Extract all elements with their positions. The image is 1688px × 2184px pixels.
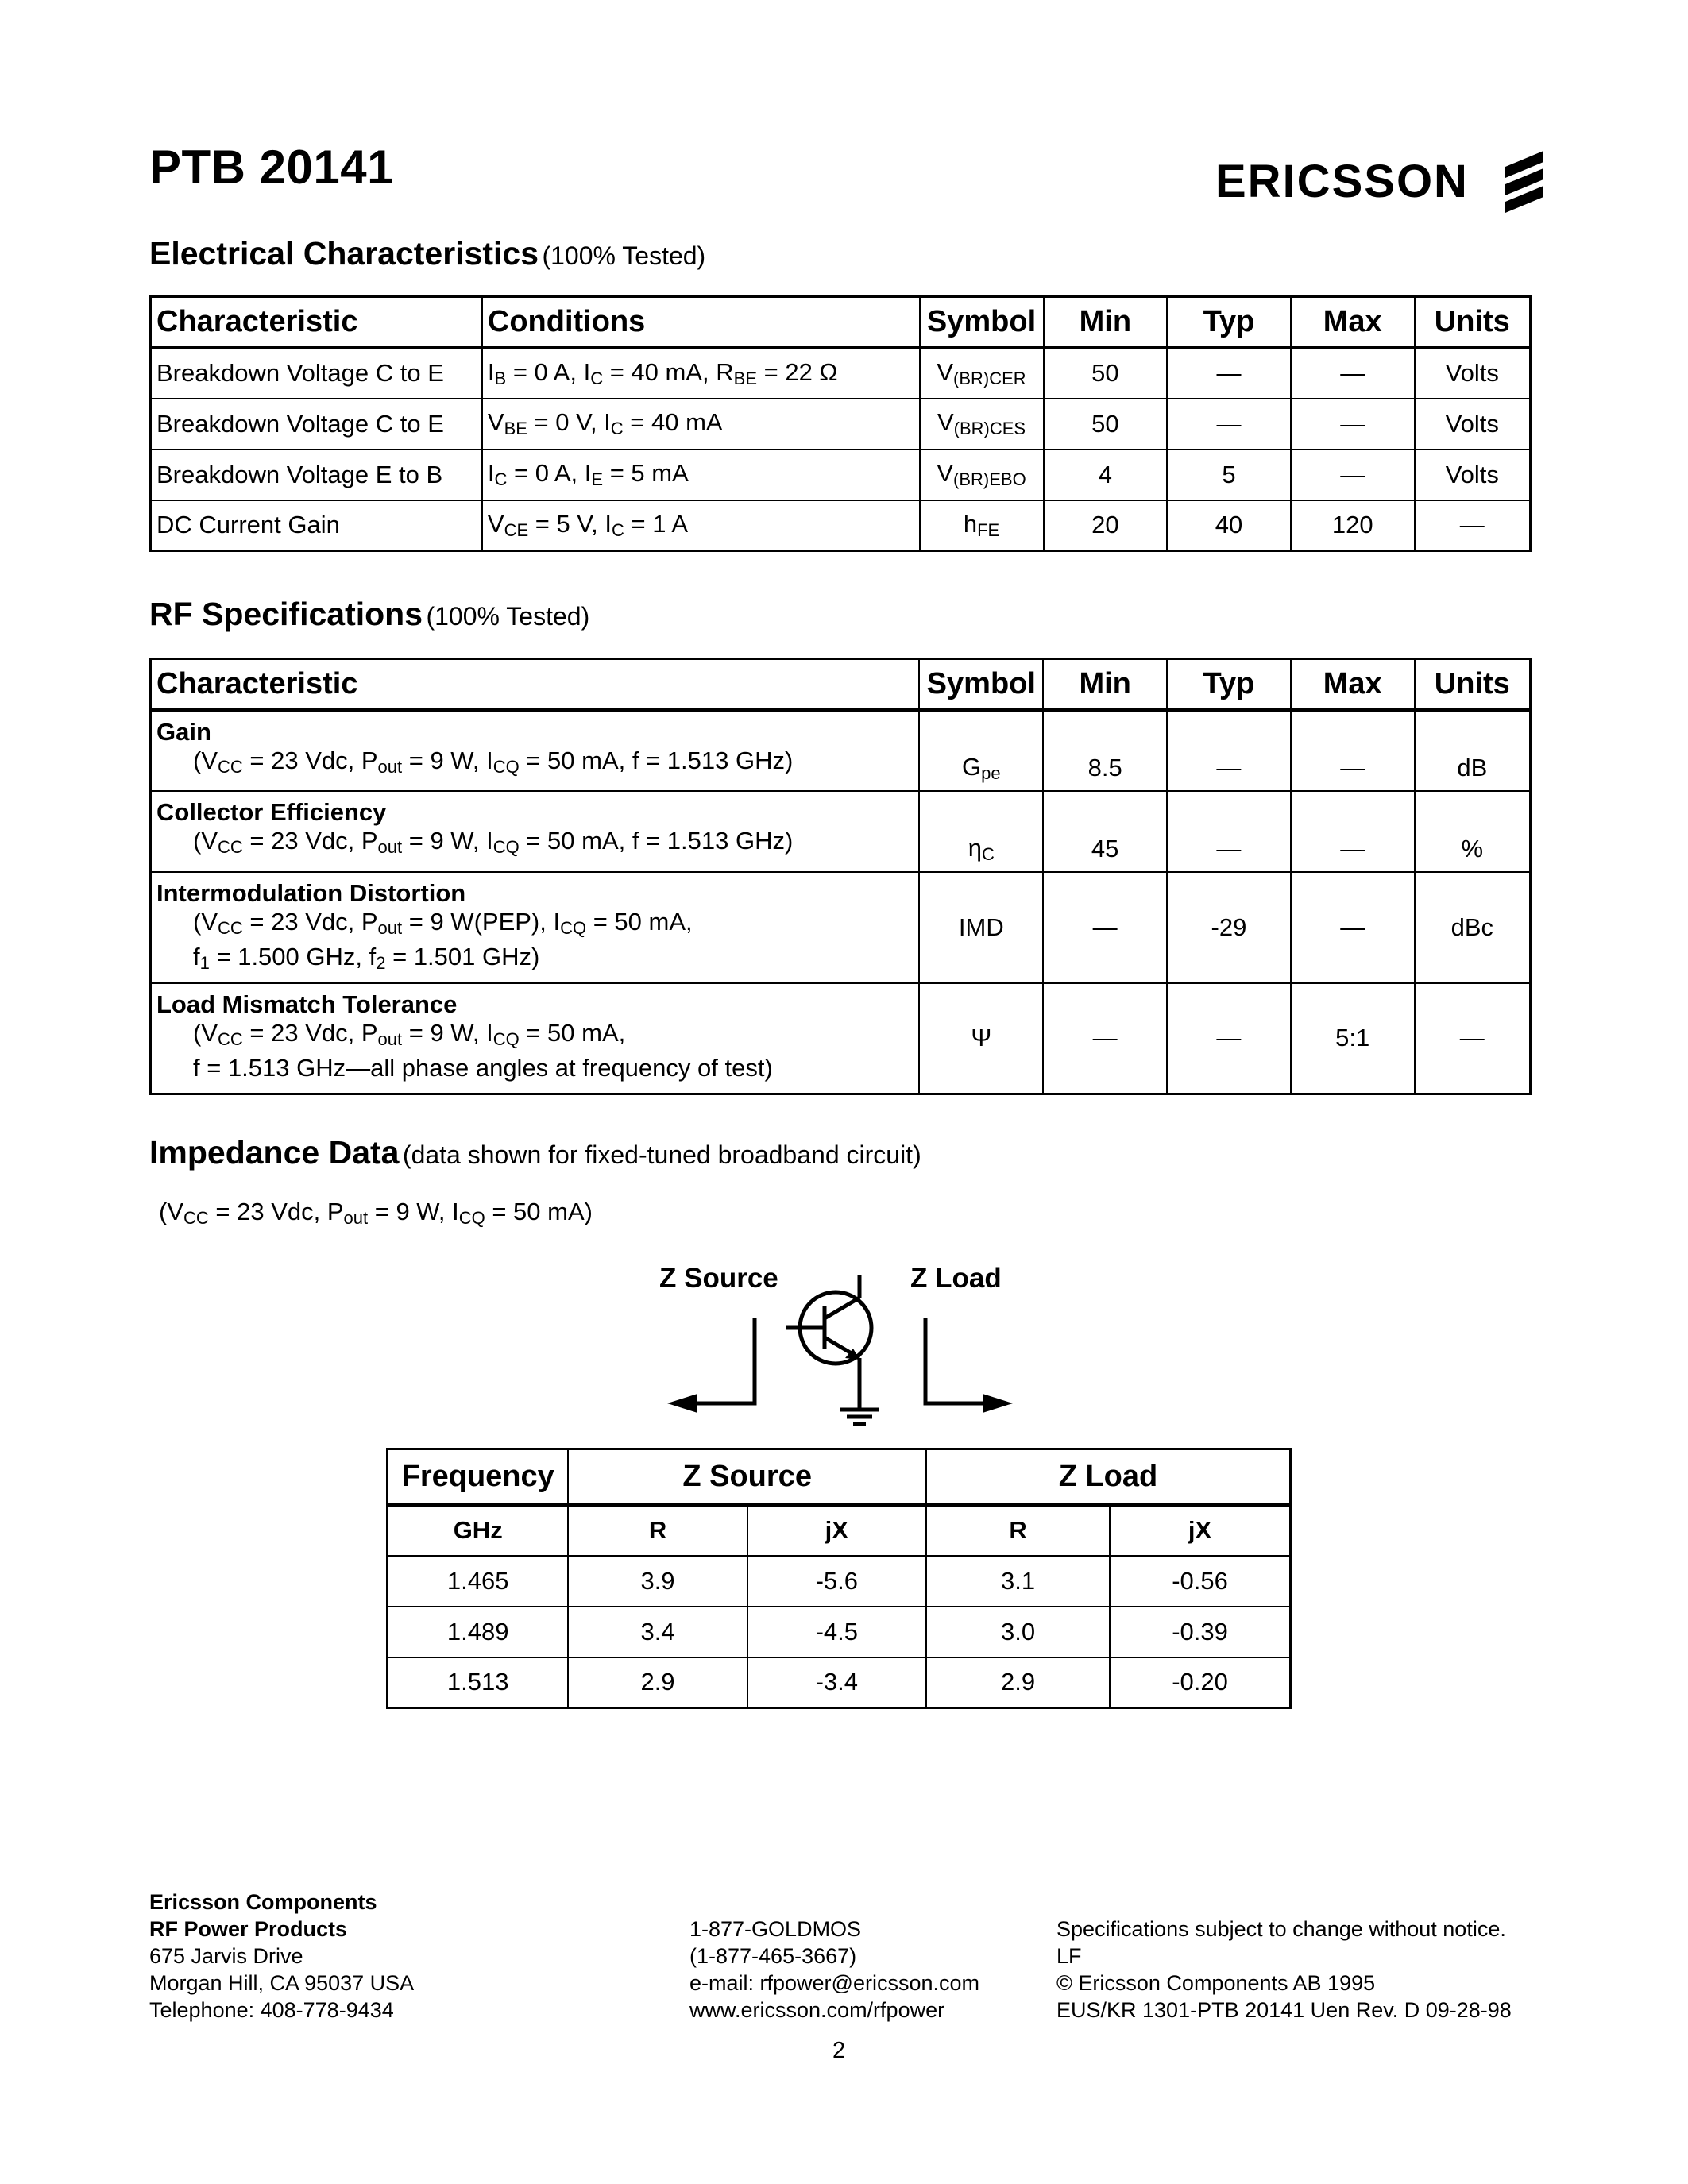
max-cell: — <box>1291 348 1415 399</box>
footer-web-link[interactable]: www.ericsson.com/rfpower <box>689 1998 945 2022</box>
table-subheader-row <box>388 1505 1291 1556</box>
impedance-heading: Impedance Data <box>149 1134 400 1171</box>
min-cell: 8.5 <box>1043 710 1167 791</box>
impedance-section-heading <box>149 1134 921 1171</box>
load-jx-cell: -0.39 <box>1110 1607 1290 1657</box>
footer-company: Ericsson Components <box>149 1890 377 1914</box>
table-row <box>151 872 1531 983</box>
characteristic-cell: Breakdown Voltage E to B <box>151 450 482 500</box>
footer-copyright: © Ericsson Components AB 1995 <box>1056 1971 1376 1995</box>
footer-email-link[interactable]: e-mail: rfpower@ericsson.com <box>689 1971 980 1995</box>
ericsson-logo <box>1215 148 1551 214</box>
row-conditions: ($V_{CC} = 23$ Vdc, $P_{out} = 9$ W, $I_{CQ} = 50$ mA, f = 1.513 GHz) <box>193 746 794 777</box>
row-conditions: ($V_{CC} = 23$ Vdc, $P_{out} = 9$ W, $I_{CQ} = 50$ mA, f = 1.513 GHz) <box>193 826 794 857</box>
max-cell: 5:1 <box>1291 983 1415 1094</box>
characteristic-cell <box>151 983 920 1094</box>
table-row <box>151 983 1531 1094</box>
col-header: Units <box>1415 659 1531 710</box>
footer-address-line: Morgan Hill, CA 95037 USA <box>149 1971 415 1995</box>
electrical-note: (100% Tested) <box>542 241 706 270</box>
row-title: Load Mismatch Tolerance <box>156 990 458 1018</box>
conditions-cell: $I_C = 0$ A, $I_E = 5$ mA <box>482 450 920 500</box>
symbol-cell: $V_{(BR)CES}$ <box>920 399 1044 450</box>
brand-name: ERICSSON <box>1215 155 1469 207</box>
footer-contact <box>689 1916 979 2024</box>
electrical-heading: Electrical Characteristics <box>149 235 539 272</box>
characteristic-cell: DC Current Gain <box>151 500 482 551</box>
source-line <box>695 1318 755 1403</box>
rf-section-heading <box>149 596 589 633</box>
symbol-cell: $V_{(BR)EBO}$ <box>920 450 1044 500</box>
rf-heading: RF Specifications <box>149 596 423 632</box>
load-jx-cell: -0.20 <box>1110 1657 1290 1708</box>
footer-address-line: 675 Jarvis Drive <box>149 1944 303 1968</box>
frequency-cell: 1.513 <box>388 1657 569 1708</box>
col-header: Conditions <box>482 297 920 348</box>
source-jx-cell: -3.4 <box>747 1657 926 1708</box>
source-r-cell: 3.4 <box>568 1607 747 1657</box>
load-r-cell: 3.0 <box>926 1607 1110 1657</box>
characteristic-cell: Breakdown Voltage C to E <box>151 348 482 399</box>
symbol-cell: $h_{FE}$ <box>920 500 1044 551</box>
min-cell: 45 <box>1043 791 1167 872</box>
max-cell: — <box>1291 791 1415 872</box>
col-header: Max <box>1291 297 1415 348</box>
typ-cell: — <box>1167 791 1291 872</box>
conditions-cell: $I_B = 0$ A, $I_C = 40$ mA, $R_{BE} = 22$ Ω <box>482 348 920 399</box>
load-jx-cell: -0.56 <box>1110 1556 1290 1607</box>
units-cell: Volts <box>1415 348 1531 399</box>
characteristic-cell <box>151 710 920 791</box>
symbol-cell: $V_{(BR)CER}$ <box>920 348 1044 399</box>
symbol-cell: Ψ <box>919 983 1043 1094</box>
row-title: Collector Efficiency <box>156 797 387 826</box>
footer-division: RF Power Products <box>149 1917 348 1941</box>
row-title: Gain <box>156 717 211 746</box>
col-header: Min <box>1044 297 1168 348</box>
row-conditions: ($V_{CC} = 23$ Vdc, $P_{out} = 9$ W(PEP), $I_{CQ} = 50$ mA, $f_1 = 1.500$ GHz, $f_2 = 1.501$ GHz) <box>193 907 693 973</box>
col-header: Max <box>1291 659 1415 710</box>
col-header: Z Source <box>568 1449 926 1505</box>
max-cell: — <box>1291 450 1415 500</box>
col-header: Min <box>1043 659 1167 710</box>
table-header-row <box>151 297 1531 348</box>
frequency-cell: 1.465 <box>388 1556 569 1607</box>
frequency-cell: 1.489 <box>388 1607 569 1657</box>
min-cell: 50 <box>1044 348 1168 399</box>
col-header: Units <box>1415 297 1531 348</box>
table-header-row <box>388 1449 1291 1505</box>
characteristic-cell: Breakdown Voltage C to E <box>151 399 482 450</box>
typ-cell: 40 <box>1167 500 1291 551</box>
conditions-cell: $V_{BE} = 0$ V, $I_C = 40$ mA <box>482 399 920 450</box>
min-cell: 4 <box>1044 450 1168 500</box>
max-cell: — <box>1291 399 1415 450</box>
col-subheader: R <box>926 1505 1110 1556</box>
document-title: PTB 20141 <box>149 141 395 194</box>
typ-cell: — <box>1167 399 1291 450</box>
source-r-cell: 3.9 <box>568 1556 747 1607</box>
source-r-cell: 2.9 <box>568 1657 747 1708</box>
min-cell: 50 <box>1044 399 1168 450</box>
typ-cell: — <box>1167 348 1291 399</box>
electrical-table <box>149 295 1532 552</box>
min-cell: 20 <box>1044 500 1168 551</box>
units-cell: Volts <box>1415 399 1531 450</box>
row-conditions: ($V_{CC} = 23$ Vdc, $P_{out} = 9$ W, $I_{CQ} = 50$ mA, f = 1.513 GHz—all phase angles at frequency of test) <box>193 1018 773 1082</box>
col-header: Frequency <box>388 1449 569 1505</box>
page-number: 2 <box>832 2038 846 2063</box>
row-conditions-line2: f = 1.513 GHz—all phase angles at frequency of test) <box>193 1053 773 1082</box>
table-row <box>151 399 1531 450</box>
col-header: Z Load <box>926 1449 1291 1505</box>
footer-address <box>149 1889 414 2024</box>
max-cell: — <box>1291 710 1415 791</box>
symbol-cell: $\eta_C$ <box>919 791 1043 872</box>
footer-notice <box>1056 1916 1512 2024</box>
source-arrow-icon <box>667 1394 697 1413</box>
table-header-row <box>151 659 1531 710</box>
typ-cell: — <box>1167 983 1291 1094</box>
col-subheader: jX <box>1110 1505 1290 1556</box>
typ-cell: — <box>1167 710 1291 791</box>
units-cell: dB <box>1415 710 1531 791</box>
impedance-conditions: ($V_{CC} = 23$ Vdc, $P_{out} = 9$ W, $I_{CQ} = 50$ mA) <box>159 1198 593 1228</box>
table-row <box>151 791 1531 872</box>
symbol-cell: IMD <box>919 872 1043 983</box>
table-row <box>151 450 1531 500</box>
ericsson-logo-icon <box>1496 148 1551 214</box>
units-cell: dBc <box>1415 872 1531 983</box>
col-header: Symbol <box>920 297 1044 348</box>
units-cell: — <box>1415 983 1531 1094</box>
units-cell: Volts <box>1415 450 1531 500</box>
impedance-note: (data shown for fixed-tuned broadband circuit) <box>402 1140 921 1169</box>
col-header: Characteristic <box>151 659 920 710</box>
electrical-section-heading <box>149 235 705 272</box>
footer-docnum: EUS/KR 1301-PTB 20141 Uen Rev. D 09-28-98 <box>1056 1998 1512 2022</box>
typ-cell: -29 <box>1167 872 1291 983</box>
footer-lf: LF <box>1056 1944 1082 1968</box>
z-load-label: Z Load <box>910 1263 1002 1294</box>
rf-table <box>149 658 1532 1095</box>
rf-note: (100% Tested) <box>426 602 590 631</box>
conditions-cell: $V_{CE} = 5$ V, $I_C = 1$ A <box>482 500 920 551</box>
min-cell: — <box>1043 983 1167 1094</box>
characteristic-cell <box>151 791 920 872</box>
units-cell: — <box>1415 500 1531 551</box>
source-jx-cell: -5.6 <box>747 1556 926 1607</box>
load-r-cell: 2.9 <box>926 1657 1110 1708</box>
col-header: Typ <box>1167 297 1291 348</box>
characteristic-cell <box>151 872 920 983</box>
col-header: Characteristic <box>151 297 482 348</box>
col-subheader: jX <box>747 1505 926 1556</box>
col-header: Symbol <box>919 659 1043 710</box>
typ-cell: 5 <box>1167 450 1291 500</box>
max-cell: — <box>1291 872 1415 983</box>
z-source-label: Z Source <box>659 1263 778 1294</box>
table-row <box>388 1556 1291 1607</box>
table-row <box>151 710 1531 791</box>
min-cell: — <box>1043 872 1167 983</box>
col-subheader: GHz <box>388 1505 569 1556</box>
transistor-diagram <box>651 1271 1033 1445</box>
row-title: Intermodulation Distortion <box>156 878 466 907</box>
load-arrow-icon <box>983 1394 1013 1413</box>
col-subheader: R <box>568 1505 747 1556</box>
symbol-cell: $G_{pe}$ <box>919 710 1043 791</box>
table-row <box>388 1607 1291 1657</box>
table-row <box>151 348 1531 399</box>
max-cell: 120 <box>1291 500 1415 551</box>
load-line <box>925 1318 985 1403</box>
footer-notice-text: Specifications subject to change without notice. <box>1056 1917 1506 1941</box>
table-row <box>388 1657 1291 1708</box>
footer-telephone: Telephone: 408-778-9434 <box>149 1998 394 2022</box>
load-r-cell: 3.1 <box>926 1556 1110 1607</box>
source-jx-cell: -4.5 <box>747 1607 926 1657</box>
footer-phone: 1-877-GOLDMOS <box>689 1917 862 1941</box>
col-header: Typ <box>1167 659 1291 710</box>
footer-phone: (1-877-465-3667) <box>689 1944 857 1968</box>
table-row <box>151 500 1531 551</box>
impedance-table <box>386 1448 1292 1709</box>
units-cell: % <box>1415 791 1531 872</box>
